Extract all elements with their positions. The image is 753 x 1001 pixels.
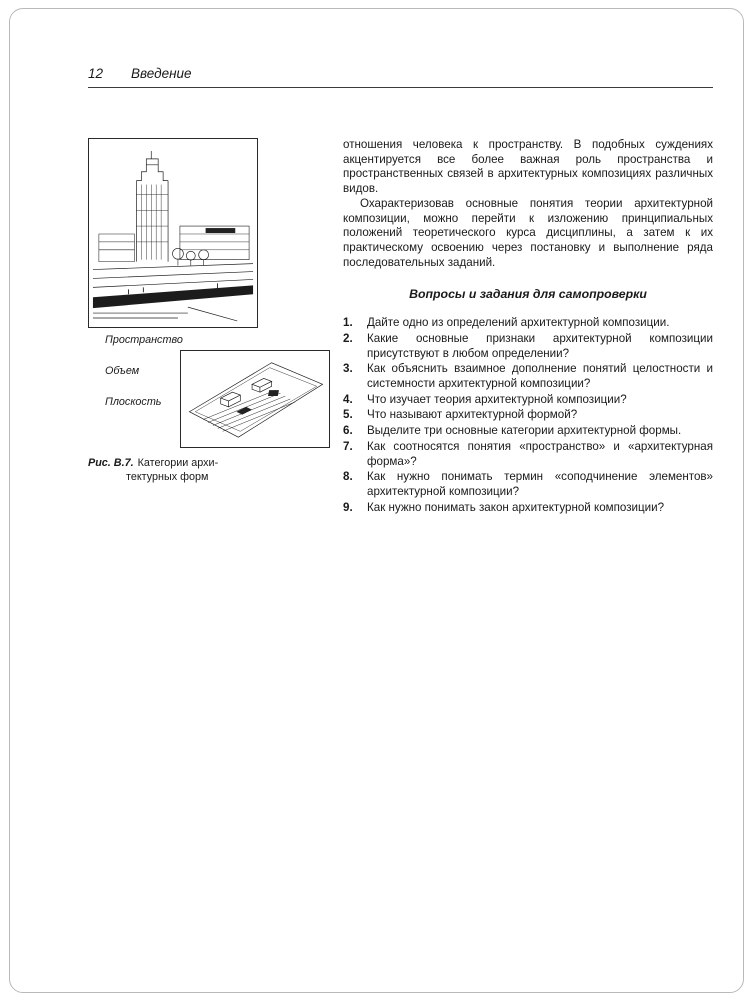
page-header-title: Введение xyxy=(131,66,192,81)
body-paragraph-1: отношения человека к пространству. В подобных суждениях акцентируется все более важная роль пространства и пространственных связей в архитектурных композициях различных видов. xyxy=(343,138,713,196)
body-paragraph-2: Охарактеризовав основные понятия теории архитектурной композиции, можно перейти к изложению принципиальных положений теоретического курса дисциплины, а затем к их практическому освоению через постановку и выполнение ряда последовательных заданий. xyxy=(343,196,713,269)
question-item xyxy=(343,424,713,439)
question-text: Как нужно понимать закон архитектурной композиции? xyxy=(367,500,665,514)
question-text: Как соотносятся понятия «пространство» и «архитектурная форма»? xyxy=(367,439,713,468)
page-content xyxy=(88,66,713,578)
question-number: 3. xyxy=(343,362,353,376)
figure-caption xyxy=(88,456,218,485)
axonometric-plan-drawing-icon xyxy=(181,351,329,447)
questions-list xyxy=(343,316,713,515)
text-column xyxy=(343,138,713,578)
question-item xyxy=(343,440,713,469)
question-text: Выделите три основные категории архитектурной формы. xyxy=(367,424,682,438)
figure-caption-line1: Категории архи- xyxy=(137,457,219,469)
question-number: 8. xyxy=(343,470,353,484)
page-header xyxy=(88,66,713,81)
figure-category-labels xyxy=(105,334,183,427)
question-number: 7. xyxy=(343,439,353,453)
label-volume: Объем xyxy=(105,365,140,377)
question-text: Как объяснить взаимное дополнение понятий целостности и системности архитектурной композиции? xyxy=(367,362,713,390)
header-rule xyxy=(88,87,713,88)
label-space: Пространство xyxy=(105,334,183,346)
question-text: Какие основные признаки архитектурной композиции присутствуют в любом определении? xyxy=(367,331,713,360)
question-item xyxy=(343,470,713,499)
question-item xyxy=(343,408,713,423)
question-item xyxy=(343,332,713,361)
question-number: 1. xyxy=(343,316,353,330)
question-text: Как нужно понимать термин «соподчинение элементов» архитектурной композиции? xyxy=(367,470,713,498)
question-item xyxy=(343,362,713,391)
label-plane: Плоскость xyxy=(105,396,162,408)
question-number: 2. xyxy=(343,331,353,345)
question-number: 6. xyxy=(343,424,353,438)
figure-axonometric-plan xyxy=(180,350,330,448)
figure-column xyxy=(88,138,343,578)
question-text: Что изучает теория архитектурной композиции? xyxy=(367,392,627,406)
section-heading: Вопросы и задания для самопроверки xyxy=(409,287,647,302)
question-text: Что называют архитектурной формой? xyxy=(367,408,578,422)
question-text: Дайте одно из определений архитектурной композиции. xyxy=(367,316,670,330)
figure-caption-line2: тектурных форм xyxy=(126,471,209,484)
question-item xyxy=(343,316,713,331)
question-number: 4. xyxy=(343,392,353,406)
question-item xyxy=(343,501,713,516)
question-number: 9. xyxy=(343,500,353,514)
figure-city-sketch xyxy=(88,138,258,328)
page-number: 12 xyxy=(88,66,104,81)
question-item xyxy=(343,393,713,408)
question-number: 5. xyxy=(343,408,353,422)
figure-caption-label: Рис. В.7. xyxy=(88,457,134,469)
two-column-layout xyxy=(88,138,713,578)
city-perspective-drawing-icon xyxy=(89,139,257,327)
